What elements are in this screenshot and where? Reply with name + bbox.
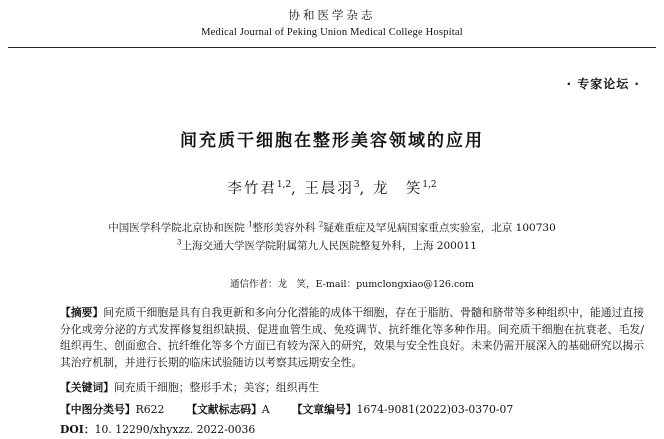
author-name: 李竹君	[227, 181, 277, 197]
column-label: · 专家论坛 ·	[566, 77, 640, 91]
affiliation-text: 上海交通大学医学院附属第九人民医院整复外科，上海 200011	[181, 240, 477, 252]
doc-code-label: 【文献标志码】	[186, 403, 262, 416]
affiliation-line	[177, 238, 477, 253]
abstract-text: 间充质干细胞是具有自我更新和多向分化潜能的成体干细胞，存在于脂肪、骨髓和脐带等多种组织中，能通过直接分化或旁分泌的方式发挥修复组织缺损、促进血管生成、免疫调节、抗纤维化等多种作用。间充质干细胞在抗衰老、毛发/组织再生、创面愈合、抗纤维化等多个方面已有较为深入的研究，效果与安全性良好。未来仍需开展深入的基础研究以揭示其治疗机制，并进行长期的临床试验随访以考察其远期安全性。	[60, 306, 645, 369]
author-list: 李竹君$^{1,2}$, 王晨羽$^3$, 龙 笑$^{1,2}$	[227, 180, 437, 197]
affiliation-institution: 中国医学科学院北京协和医院	[108, 222, 245, 234]
abstract-label: 【摘要】	[60, 306, 104, 319]
clc-value: R622	[135, 403, 165, 416]
article-number-value: 1674-9081(2022)03-0370-07	[356, 403, 514, 416]
header-divider	[8, 47, 656, 48]
author-affiliation-mark: 1,2	[422, 180, 437, 191]
clc-label: 【中图分类号】	[60, 403, 136, 416]
affiliation-line	[0, 220, 664, 235]
author-affiliation-mark: 3	[353, 180, 360, 191]
affiliation-text: 疑难重症及罕见病国家重点实验室，北京 100730	[323, 222, 556, 234]
doi-label: DOI：	[60, 423, 95, 436]
author-affiliation-mark: 1,2	[276, 180, 292, 191]
keywords-text: 间充质干细胞；整形手术；美容；组织再生	[113, 381, 320, 394]
article-title: 间充质干细胞在整形美容领域的应用	[180, 131, 484, 151]
abstract	[60, 305, 644, 371]
affiliation-number: 3	[177, 238, 182, 247]
correspondence-info: 通信作者：龙 笑，E-mail：pumclongxiao@126.com	[230, 279, 475, 290]
doi-line	[60, 422, 255, 437]
affiliation-number: 2	[318, 220, 324, 229]
journal-title-cn: 协和医学杂志	[288, 8, 376, 22]
article-number-label: 【文章编号】	[291, 403, 357, 416]
classification-line	[60, 402, 513, 417]
keywords-label: 【关键词】	[60, 381, 114, 394]
doi-value: 10. 12290/xhyxzz. 2022-0036	[94, 423, 256, 436]
affiliation-number: 1	[248, 220, 253, 229]
journal-title-en: Medical Journal of Peking Union Medical College Hospital	[201, 27, 463, 38]
keywords	[60, 380, 319, 395]
doc-code-value: A	[261, 403, 270, 416]
author-name: 龙 笑	[372, 181, 423, 197]
affiliation-text: 整形美容外科	[252, 222, 316, 234]
author-name: 王晨羽	[304, 181, 354, 197]
